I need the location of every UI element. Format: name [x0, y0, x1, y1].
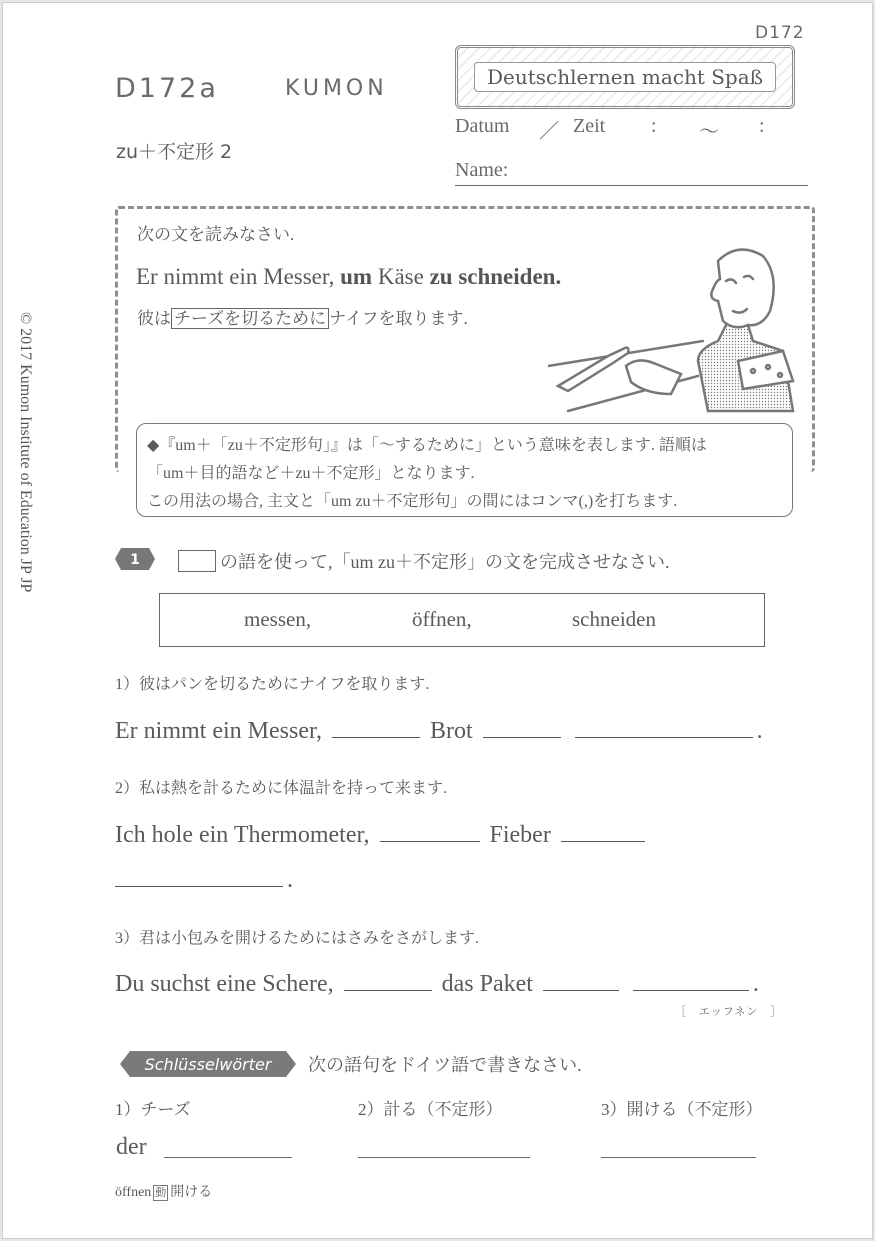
svg-text:Schlüsselwörter: Schlüsselwörter: [144, 1055, 272, 1074]
sentence-period: .: [756, 718, 763, 744]
sentence-text: Er nimmt ein Messer,: [136, 264, 341, 289]
keyword-item-3: 3）開ける（不定形）: [601, 1100, 763, 1119]
worksheet-page: [2, 2, 873, 1239]
question-2-sentence: [115, 822, 649, 849]
word-bank-item: messen,: [244, 607, 312, 631]
gloss-word: öffnen: [115, 1185, 152, 1200]
sentence-text: Brot: [430, 718, 473, 744]
gloss-meaning: 開ける: [170, 1185, 213, 1200]
grammar-note: [136, 423, 793, 517]
word-bank: [159, 593, 765, 647]
time-colon-start: :: [651, 115, 657, 137]
pronunciation-hint: ［ エッフネン ］: [675, 1006, 783, 1018]
keyword-item-2: 2）計る（不定形）: [358, 1100, 503, 1119]
sentence-text: das Paket: [441, 971, 533, 997]
answer-blank[interactable]: [561, 840, 645, 842]
sentence-text: Er nimmt ein Messer,: [115, 718, 322, 744]
sentence-text: Käse: [372, 264, 430, 289]
worksheet-subtitle: zu＋不定形 2: [116, 141, 233, 163]
question-1-sentence: [115, 718, 763, 745]
example-sentence: [136, 264, 561, 290]
section-instruction: [178, 548, 670, 574]
sentence-bold-um: um: [340, 264, 373, 289]
word-bank-item: öffnen,: [412, 607, 472, 631]
sentence-text: Fieber: [489, 822, 551, 848]
article-der: der: [116, 1134, 147, 1160]
slash: ／: [539, 121, 559, 143]
vocabulary-gloss: [115, 1181, 212, 1201]
banner-text: Deutschlernen macht Spaß: [474, 62, 776, 92]
sentence-period: .: [752, 971, 759, 997]
example-translation: [137, 304, 468, 329]
page-code: D172: [755, 23, 805, 43]
worksheet-code: D172a: [115, 73, 219, 104]
translation-text: 彼は: [137, 309, 171, 328]
verb-tag-icon: 動: [155, 1187, 167, 1199]
sentence-bold-zu: zu schneiden: [429, 264, 556, 289]
keyword-answer-1[interactable]: [164, 1156, 292, 1158]
title-banner: [455, 45, 795, 109]
section-number-badge: [115, 548, 155, 570]
keyword-answer-3[interactable]: [601, 1156, 756, 1158]
translation-highlight: チーズを切るために: [171, 308, 329, 329]
answer-blank[interactable]: [575, 736, 753, 738]
name-label: Name:: [455, 159, 509, 181]
question-1-prompt: 1）彼はパンを切るためにナイフを取ります.: [115, 676, 430, 693]
answer-blank[interactable]: [332, 736, 420, 738]
question-3-sentence: [115, 971, 759, 998]
answer-blank[interactable]: [543, 989, 619, 991]
sentence-text: Ich hole ein Thermometer,: [115, 822, 370, 848]
question-2-prompt: 2）私は熱を計るために体温計を持って来ます.: [115, 780, 448, 797]
answer-blank[interactable]: [344, 989, 432, 991]
answer-blank[interactable]: [483, 736, 561, 738]
note-line: この用法の場合, 主文と「um zu＋不定形句」の間にはコンマ(,)を打ちます.: [147, 493, 678, 510]
answer-blank[interactable]: [633, 989, 749, 991]
zeit-label: Zeit: [573, 115, 606, 137]
keywords-badge: [120, 1051, 296, 1077]
translation-text: ナイフを取ります.: [329, 309, 468, 328]
sentence-period: .: [555, 264, 562, 289]
time-range-tilde: 〜: [699, 121, 719, 143]
sentence-text: Du suchst eine Schere,: [115, 971, 334, 997]
note-line: ◆『um＋「zu＋不定形句」』は「〜するために」という意味を表します. 語順は: [147, 437, 707, 454]
time-colon-end: :: [759, 115, 765, 137]
keyword-item-1: 1）チーズ: [115, 1100, 191, 1119]
copyright-notice: © 2017 Kumon Institute of Education JP JP: [17, 312, 34, 593]
sentence-period: .: [287, 867, 293, 893]
word-bank-item: schneiden: [572, 607, 656, 631]
name-field[interactable]: [455, 159, 808, 186]
man-with-knife-and-cheese-illustration: [548, 241, 798, 421]
keywords-instruction: 次の語句をドイツ語で書きなさい.: [308, 1055, 582, 1075]
question-3-prompt: 3）君は小包みを開けるためにはさみをさがします.: [115, 930, 480, 947]
keyword-answer-2[interactable]: [358, 1156, 530, 1158]
answer-blank[interactable]: [115, 885, 283, 887]
example-instruction: 次の文を読みなさい.: [137, 225, 295, 244]
datum-label: Datum: [455, 115, 510, 137]
svg-text:1: 1: [130, 552, 140, 568]
answer-blank[interactable]: [380, 840, 480, 842]
brand-logo: KUMON: [285, 76, 388, 101]
note-line: 「um＋目的語など＋zu＋不定形」となります.: [147, 465, 475, 482]
section-instruction-text: の語を使って,「um zu＋不定形」の文を完成させなさい.: [220, 552, 670, 572]
word-box-icon: [178, 550, 216, 572]
question-2-continuation: [115, 867, 293, 894]
